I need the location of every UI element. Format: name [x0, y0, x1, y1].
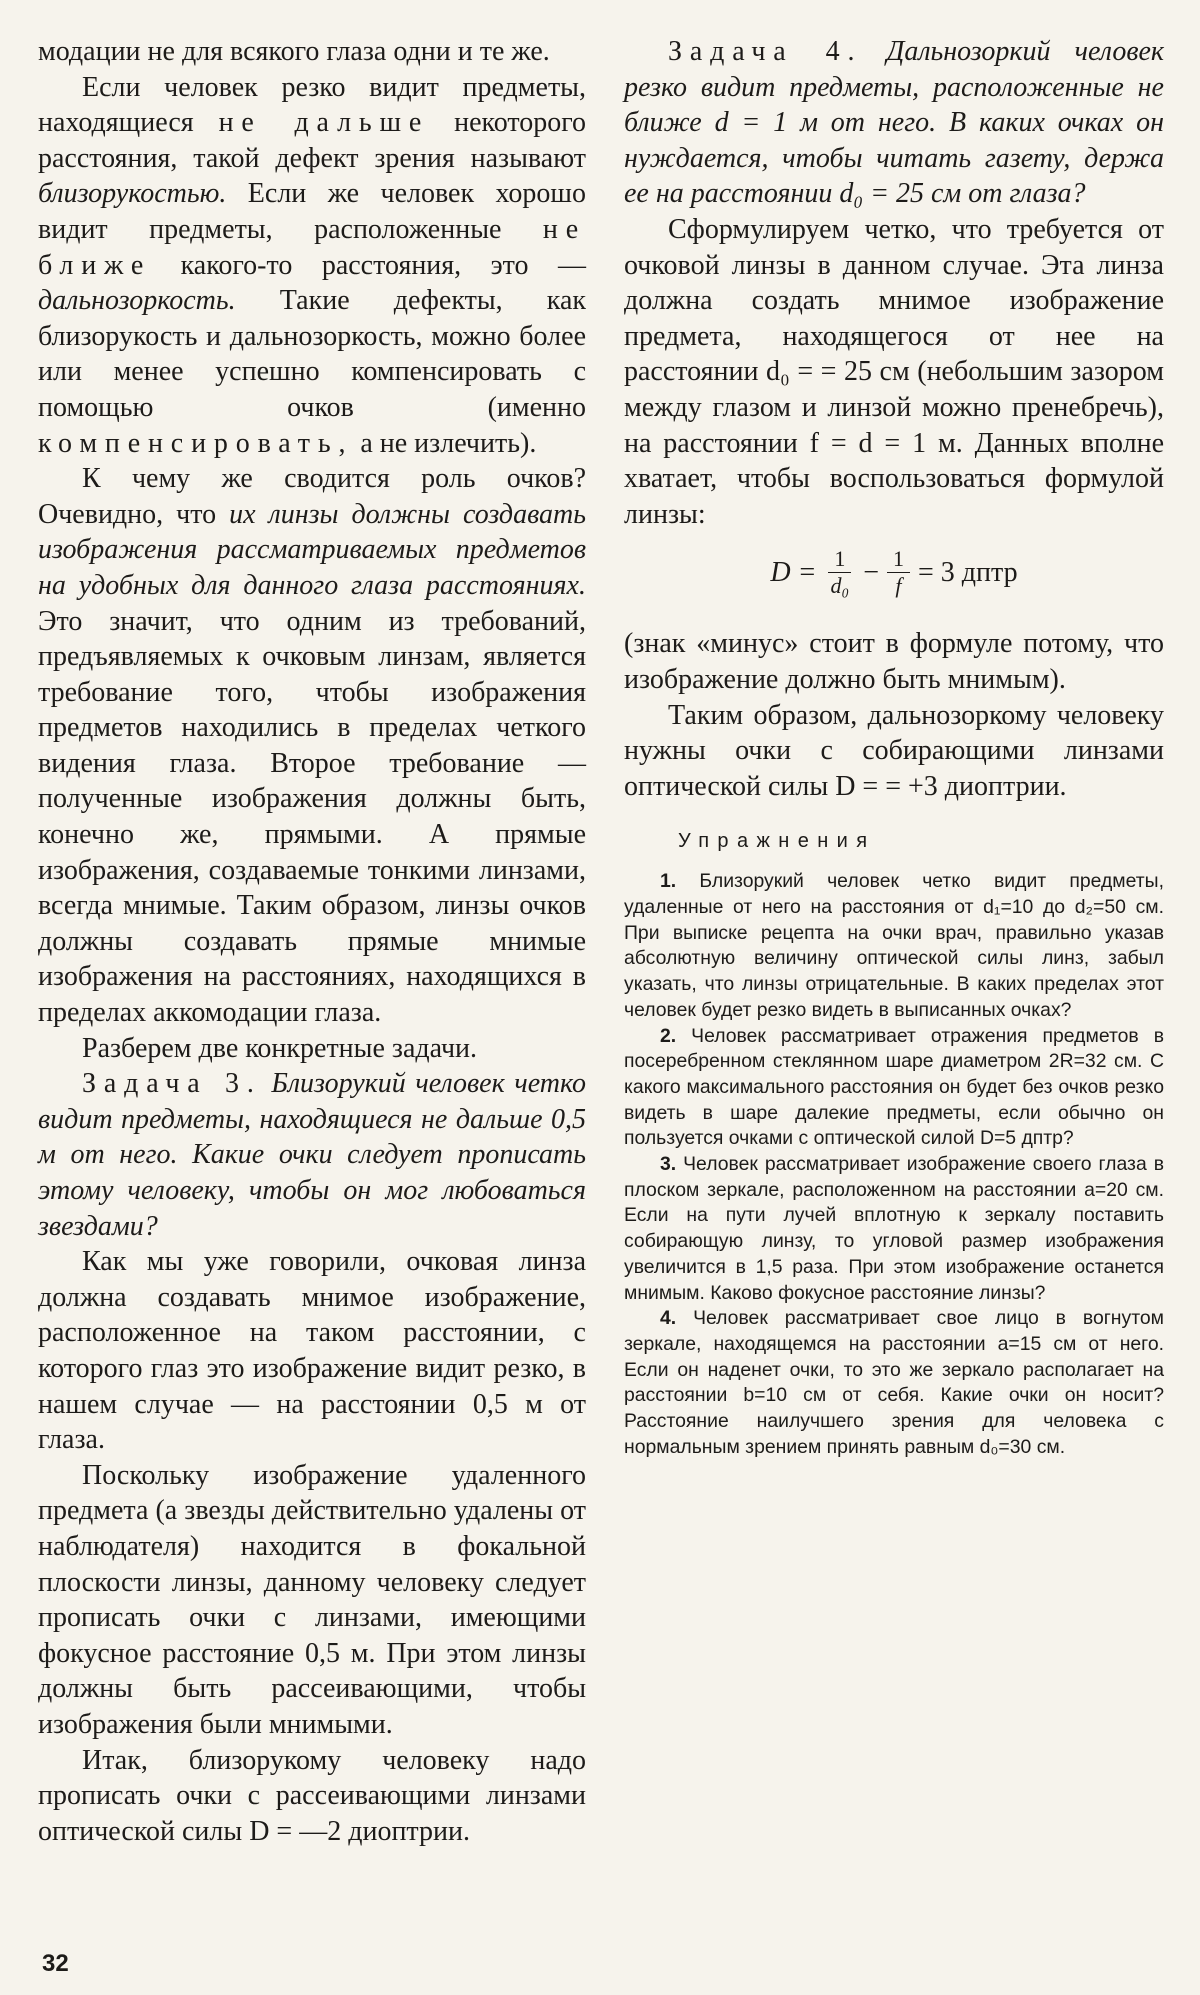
paragraph: Поскольку изображение удаленного предмета (а звезды действительно удалены от наблюдателя) находится в фокальной плоскости линзы, данному человеку следует прописать очки с линзами, имеющими фокусное расстояние 0,5 м. При этом линзы должны быть рассеивающими, чтобы изображения были мнимыми. [38, 1459, 586, 1740]
paragraph: Как мы уже говорили, очковая линза должна создавать мнимое изображение, расположенное на таком расстоянии, с которого глаз это изображение видит резко, в нашем случае — на расстоянии 0,5 м от глаза. [38, 1246, 586, 1456]
paragraph-role-of-glasses: К чему же сводится роль очков? Очевидно, что их линзы должны создавать изображения рассматриваемых предметов на удобных для данного глаза расстояниях. Это значит, что одним из требований, предъявляемых к очковым линзам, является требование того, чтобы изображения предметов находились в пределах четкого видения глаза. Второе требование — полученные изображения должны быть, конечно же, прямыми. А прямые изображения, создаваемые тонкими линзами, всегда мнимые. Таким образом, линзы очков должны создавать прямые мнимые изображения на расстояниях, находящихся в пределах аккомодации глаза. [38, 463, 586, 1029]
paragraph: Сформулируем четко, что требуется от очковой линзы в данном случае. Эта линза должна создать мнимое изображение предмета, находящегося от нее на расстоянии d₀ = = 25 см (небольшим зазором между глазом и линзой можно пренебречь), на расстоянии f = d = 1 м. Данных вполне хватает, чтобы воспользоваться формулой линзы: [624, 213, 1164, 530]
left-column [38, 34, 586, 1849]
paragraph: Разберем две конкретные задачи. [82, 1032, 478, 1064]
task-3: Задача 3. Близорукий человек четко видит предметы, находящиеся не дальше 0,5 м от него. Какие очки следует прописать этому человеку, чтобы он мог любоваться звездами? [38, 1068, 586, 1242]
exercise-item: 1. Близорукий человек четко видит предметы, удаленные от него на расстояния от d₁=10 до d₂=50 см. При выписке рецепта на очки врач, правильно указав абсолютную величину оптической силы линз, забыл указать, что линзы отрицательные. В каких пределах этот человек будет резко видеть в выписанных очках? [624, 870, 1164, 1021]
exercise-item: 2. Человек рассматривает отражения предметов в посеребренном стеклянном шаре диаметром 2R=32 см. С какого максимального расстояния он будет без очков резко видеть в шаре далекие предметы, если обычно он пользуется очками с оптической силой D=5 дптр? [624, 1024, 1164, 1150]
exercise-item: 4. Человек рассматривает свое лицо в вогнутом зеркале, находящемся на расстоянии a=15 см от него. Если он наденет очки, то это же зеркало располагает на расстоянии b=10 см от себя. Какие очки он носит? Расстояние наилучшего зрения для человека с нормальным зрением принять равным d₀=30 см. [624, 1307, 1164, 1458]
exercise-item: 3. Человек рассматривает изображение своего глаза в плоском зеркале, расположенном на расстоянии a=20 см. Если на пути лучей вплотную к зеркалу поставить собирающую линзу, то угловой размер изображения увеличится в 1,5 раза. При этом изображение останется мнимым. Каково фокусное расстояние линзы? [624, 1153, 1164, 1304]
paragraph: модации не для всякого глаза одни и те же. [38, 36, 550, 67]
task-3-label: Задача 3. [82, 1068, 262, 1100]
exercises-list [624, 869, 1164, 1460]
lens-formula: D = $\frac{1}{\text{d₀}}$ − $\frac{1}{f}$ = 3 дптр [770, 546, 1018, 599]
paragraph-myopia-definition: Если человек резко видит предметы, находящиеся не дальше некоторого расстояния, такой дефект зрения называют близорукостью. Если же человек хорошо видит предметы, расположенные не ближе какого-то расстояния, это — дальнозоркость. Такие дефекты, как близорукость и дальнозоркость, можно более или менее успешно компенсировать с помощью очков (именно компенсировать, а не излечить). [38, 71, 586, 459]
task-4: Задача 4. Дальнозоркий человек резко видит предметы, расположенные не ближе d = 1 м от него. В каких очках он нуждается, чтобы читать газету, держа ее на расстоянии d₀ = 25 см от глаза? [624, 36, 1164, 210]
task-4-label: Задача 4. [668, 36, 863, 67]
page-number: 32 [42, 1950, 69, 1977]
paragraph: Таким образом, дальнозоркому человеку нужны очки с собирающими линзами оптической силы D = = +3 диоптрии. [624, 699, 1164, 802]
paragraph: Итак, близорукому человеку надо прописать очки с рассеивающими линзами оптической силы D = —2 диоптрии. [38, 1744, 586, 1847]
right-column [624, 34, 1164, 1460]
exercises-heading: Упражнения [678, 830, 876, 853]
paragraph: (знак «минус» стоит в формуле потому, что изображение должно быть мнимым). [624, 628, 1164, 695]
